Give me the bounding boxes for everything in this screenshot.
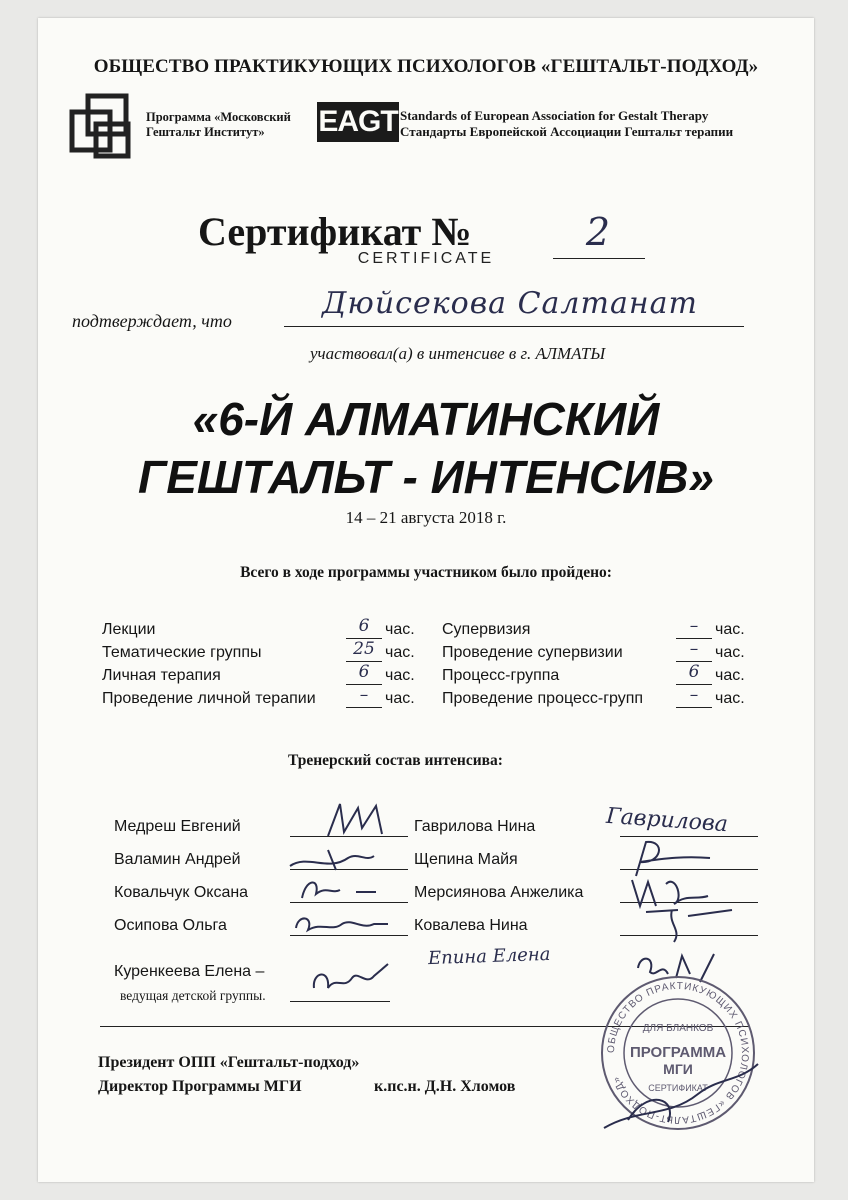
stamp-line3: МГИ [663, 1061, 693, 1077]
hours-label: Проведение супервизии [442, 644, 623, 661]
hours-value: – [359, 685, 369, 705]
event-dates: 14 – 21 августа 2018 г. [345, 508, 507, 527]
hours-value: – [689, 616, 699, 636]
hours-label: Супервизия [442, 621, 531, 638]
handwritten-trainer-note: Епина Елена [427, 943, 551, 970]
event-title-line1: «6-Й АЛМАТИНСКИЙ [192, 393, 660, 445]
hours-value: 25 [353, 639, 375, 659]
hours-value: – [689, 639, 699, 659]
trainer-name: Медреш Евгений [114, 818, 241, 835]
president-title: Президент ОПП «Гештальт-подход» [98, 1054, 360, 1071]
hours-unit: час. [385, 621, 415, 638]
hours-unit: час. [715, 667, 745, 684]
event-title [38, 390, 814, 506]
stamp-line2: ПРОГРАММА [629, 1044, 727, 1061]
trainer-name: Гаврилова Нина [414, 818, 536, 835]
hours-unit: час. [385, 644, 415, 661]
signature-valamin [288, 844, 378, 874]
signature-osipova [292, 908, 392, 940]
trainer-name: Осипова Ольга [114, 917, 227, 934]
hours-unit: час. [715, 621, 745, 638]
confirm-label: подтверждает, что [72, 311, 232, 331]
signature-director [598, 1058, 768, 1138]
stamp-ring-text: ОБЩЕСТВО ПРАКТИКУЮЩИХ ПСИХОЛОГОВ «ГЕШТАЛЬТ-ПОДХОД» [605, 980, 751, 1126]
signature-gavrilova: Гаврилова [605, 803, 729, 838]
certificate-subtitle: CERTIFICATE [357, 250, 495, 267]
organization-title: ОБЩЕСТВО ПРАКТИКУЮЩИХ ПСИХОЛОГОВ «ГЕШТАЛЬТ-ПОДХОД» [93, 56, 759, 77]
hours-unit: час. [715, 644, 745, 661]
hours-label: Тематические группы [102, 644, 262, 661]
hours-value: 6 [358, 616, 370, 636]
certificate-title: Сертификат № [198, 209, 472, 254]
eagt-logo: EAGT [317, 102, 399, 142]
signature-kurenkeeva [308, 958, 398, 1008]
certificate-sheet [38, 18, 814, 1182]
trainers-heading: Тренерский состав интенсива: [288, 752, 503, 769]
hours-label: Процесс-группа [442, 667, 560, 684]
trainer-name: Щепина Майя [414, 851, 518, 868]
director-title: Директор Программы МГИ [98, 1078, 302, 1095]
hours-value: 6 [688, 662, 700, 682]
extra-trainer-name: Куренкеева Елена – [114, 963, 265, 980]
hours-label: Проведение личной терапии [102, 690, 316, 707]
eagt-standards: Standards of European Association for Gestalt Therapy Стандарты Европейской Ассоциации Гештальт терапии [400, 108, 734, 139]
hours-heading: Всего в ходе программы участником было пройдено: [240, 564, 612, 581]
hours-unit: час. [715, 690, 745, 707]
institute-logo-icon [66, 90, 146, 170]
participation-text: участвовал(а) в интенсиве в г. АЛМАТЫ [310, 344, 606, 363]
stamp-line4: СЕРТИФИКАТ [648, 1083, 708, 1093]
event-title-line2: ГЕШТАЛЬТ - ИНТЕНСИВ» [137, 451, 715, 503]
stamp-line1: ДЛЯ БЛАНКОВ [642, 1023, 714, 1034]
director-name: к.пс.н. Д.Н. Хломов [374, 1078, 516, 1095]
recipient-name: Дюйсекова Салтанат [322, 286, 698, 321]
certificate-number: 2 [585, 210, 611, 254]
signature-kovaleva [638, 898, 738, 948]
signature-kovalchuk [296, 872, 386, 906]
extra-trainer-role: ведущая детской группы. [120, 988, 266, 1003]
hours-label: Лекции [102, 621, 156, 638]
trainer-name: Ковалева Нина [414, 917, 528, 934]
hours-value: – [689, 685, 699, 705]
trainer-name: Мерсиянова Анжелика [414, 884, 584, 901]
hours-label: Личная терапия [102, 667, 221, 684]
program-name: Программа «Московский Гештальт Институт» [146, 110, 291, 139]
hours-unit: час. [385, 667, 415, 684]
hours-unit: час. [385, 690, 415, 707]
recipient-line [284, 326, 744, 327]
trainer-name: Ковальчук Оксана [114, 884, 249, 901]
trainer-name: Валамин Андрей [114, 851, 241, 868]
signature-medresh [318, 798, 408, 842]
hours-label: Проведение процесс-групп [442, 690, 644, 707]
hours-value: 6 [358, 662, 370, 682]
